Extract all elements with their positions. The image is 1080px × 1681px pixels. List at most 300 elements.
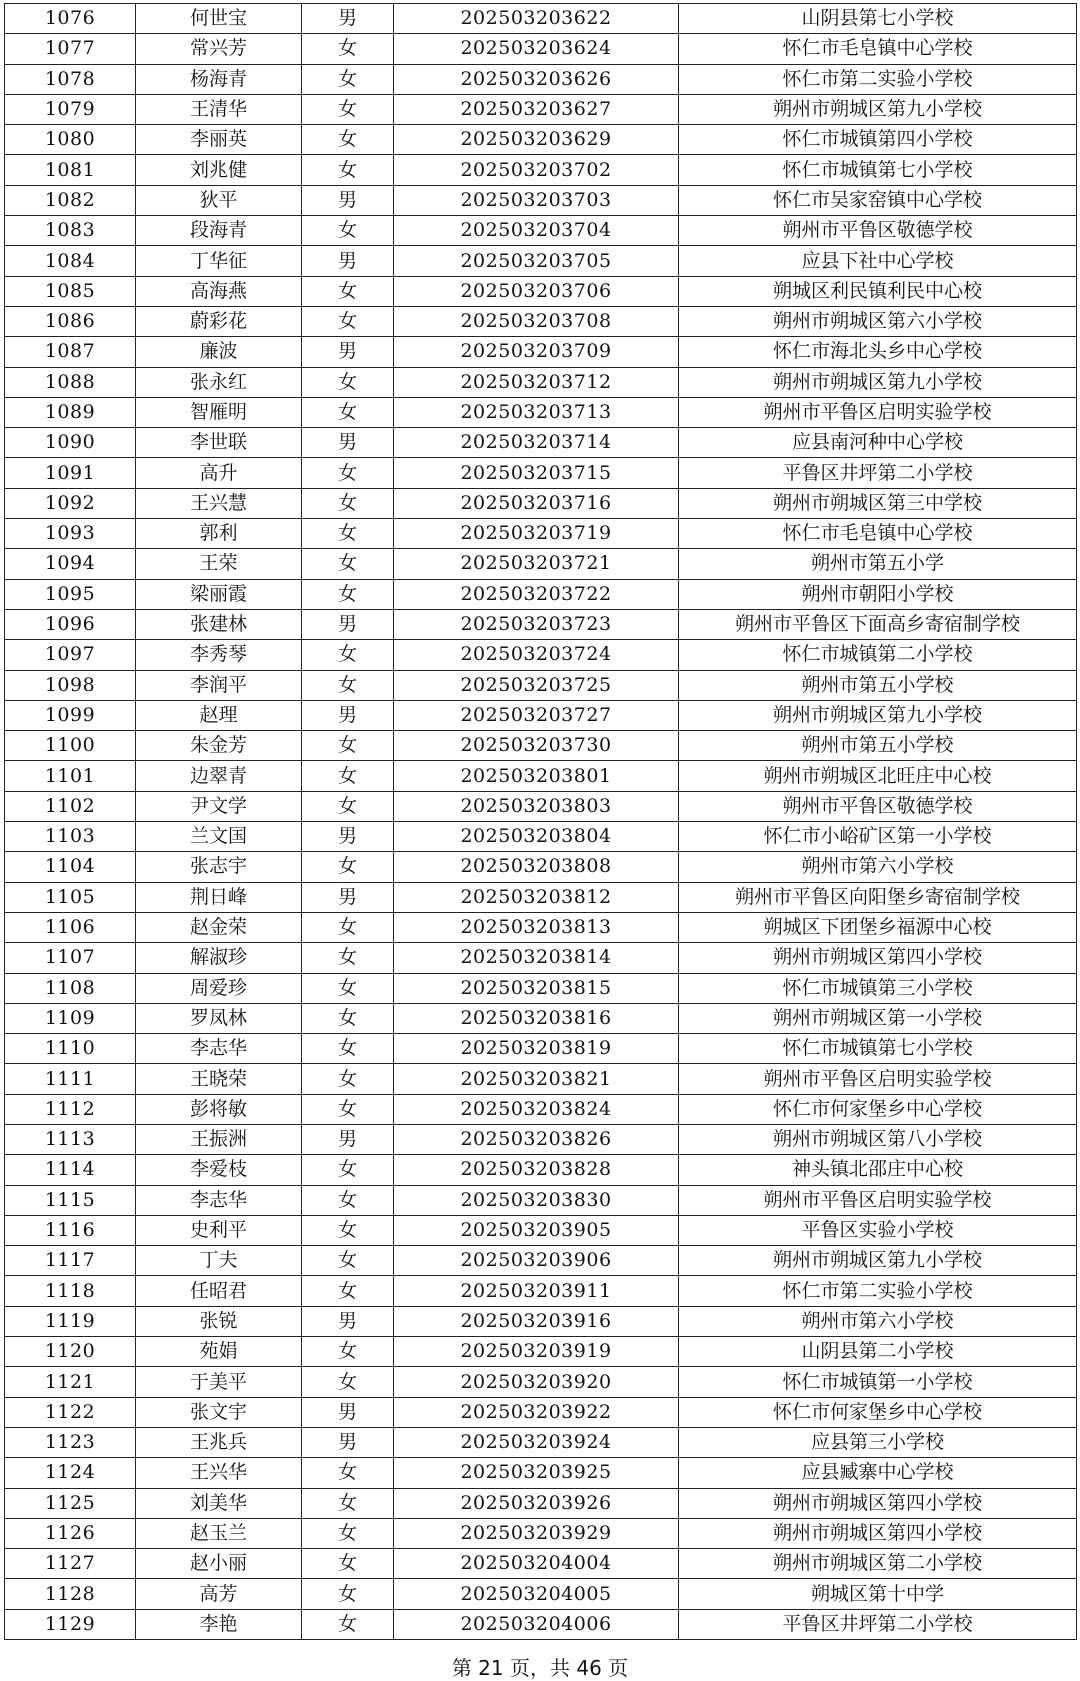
cell-school: 朔州市平鲁区启明实验学校 xyxy=(679,397,1077,427)
cell-number: 1124 xyxy=(5,1458,136,1488)
cell-number: 1116 xyxy=(5,1215,136,1245)
cell-name: 解淑珍 xyxy=(136,943,302,973)
table-row xyxy=(5,1185,1077,1215)
cell-exam-id: 202503203813 xyxy=(394,912,679,942)
cell-number: 1078 xyxy=(5,64,136,94)
roster-table-body xyxy=(5,4,1077,1640)
cell-name: 张永红 xyxy=(136,367,302,397)
cell-school: 应县第三小学校 xyxy=(679,1427,1077,1457)
cell-exam-id: 202503203812 xyxy=(394,882,679,912)
cell-gender: 女 xyxy=(302,64,394,94)
cell-number: 1093 xyxy=(5,519,136,549)
cell-exam-id: 202503203725 xyxy=(394,670,679,700)
table-row xyxy=(5,155,1077,185)
cell-school: 怀仁市毛皂镇中心学校 xyxy=(679,519,1077,549)
table-row xyxy=(5,1337,1077,1367)
cell-gender: 男 xyxy=(302,1306,394,1336)
cell-number: 1090 xyxy=(5,428,136,458)
cell-name: 王兆兵 xyxy=(136,1427,302,1457)
cell-name: 赵金荣 xyxy=(136,912,302,942)
cell-number: 1114 xyxy=(5,1155,136,1185)
cell-gender: 女 xyxy=(302,1276,394,1306)
table-row xyxy=(5,1094,1077,1124)
cell-number: 1091 xyxy=(5,458,136,488)
cell-gender: 女 xyxy=(302,731,394,761)
cell-name: 张建林 xyxy=(136,609,302,639)
cell-name: 丁华征 xyxy=(136,246,302,276)
cell-gender: 女 xyxy=(302,852,394,882)
table-row xyxy=(5,761,1077,791)
table-row xyxy=(5,1518,1077,1548)
table-row xyxy=(5,1488,1077,1518)
cell-gender: 男 xyxy=(302,822,394,852)
cell-exam-id: 202503203925 xyxy=(394,1458,679,1488)
cell-gender: 男 xyxy=(302,246,394,276)
cell-school: 朔州市平鲁区向阳堡乡寄宿制学校 xyxy=(679,882,1077,912)
cell-name: 张文宇 xyxy=(136,1397,302,1427)
cell-name: 王兴华 xyxy=(136,1458,302,1488)
cell-gender: 女 xyxy=(302,1246,394,1276)
cell-name: 王清华 xyxy=(136,94,302,124)
cell-number: 1122 xyxy=(5,1397,136,1427)
cell-number: 1109 xyxy=(5,1003,136,1033)
cell-number: 1119 xyxy=(5,1306,136,1336)
table-row xyxy=(5,64,1077,94)
roster-table-container xyxy=(4,3,1076,1640)
cell-school: 朔州市第六小学校 xyxy=(679,852,1077,882)
cell-number: 1097 xyxy=(5,640,136,670)
cell-name: 史利平 xyxy=(136,1215,302,1245)
cell-school: 朔州市平鲁区敬德学校 xyxy=(679,216,1077,246)
cell-exam-id: 202503203808 xyxy=(394,852,679,882)
cell-exam-id: 202503203629 xyxy=(394,125,679,155)
cell-number: 1126 xyxy=(5,1518,136,1548)
cell-name: 任昭君 xyxy=(136,1276,302,1306)
cell-number: 1080 xyxy=(5,125,136,155)
cell-school: 应县臧寨中心学校 xyxy=(679,1458,1077,1488)
cell-number: 1107 xyxy=(5,943,136,973)
cell-gender: 男 xyxy=(302,1124,394,1154)
table-row xyxy=(5,1064,1077,1094)
cell-school: 怀仁市城镇第三小学校 xyxy=(679,973,1077,1003)
cell-name: 王兴慧 xyxy=(136,488,302,518)
cell-name: 高海燕 xyxy=(136,276,302,306)
cell-exam-id: 202503203702 xyxy=(394,155,679,185)
cell-gender: 女 xyxy=(302,1609,394,1639)
cell-gender: 女 xyxy=(302,458,394,488)
table-row xyxy=(5,852,1077,882)
cell-school: 怀仁市城镇第七小学校 xyxy=(679,155,1077,185)
table-row xyxy=(5,125,1077,155)
cell-exam-id: 202503203824 xyxy=(394,1094,679,1124)
cell-exam-id: 202503203816 xyxy=(394,1003,679,1033)
cell-exam-id: 202503203905 xyxy=(394,1215,679,1245)
cell-name: 李志华 xyxy=(136,1034,302,1064)
cell-name: 李秀琴 xyxy=(136,640,302,670)
table-row xyxy=(5,1458,1077,1488)
cell-name: 荆日峰 xyxy=(136,882,302,912)
cell-gender: 女 xyxy=(302,1064,394,1094)
cell-exam-id: 202503203814 xyxy=(394,943,679,973)
cell-exam-id: 202503203920 xyxy=(394,1367,679,1397)
cell-exam-id: 202503203705 xyxy=(394,246,679,276)
cell-exam-id: 202503203721 xyxy=(394,549,679,579)
cell-school: 怀仁市城镇第一小学校 xyxy=(679,1367,1077,1397)
cell-exam-id: 202503203803 xyxy=(394,791,679,821)
cell-exam-id: 202503203804 xyxy=(394,822,679,852)
cell-exam-id: 202503203724 xyxy=(394,640,679,670)
cell-school: 朔州市第五小学校 xyxy=(679,670,1077,700)
cell-school: 朔州市朔城区第一小学校 xyxy=(679,1003,1077,1033)
cell-number: 1120 xyxy=(5,1337,136,1367)
table-row xyxy=(5,306,1077,336)
cell-exam-id: 202503204006 xyxy=(394,1609,679,1639)
cell-gender: 女 xyxy=(302,1549,394,1579)
cell-exam-id: 202503204005 xyxy=(394,1579,679,1609)
cell-exam-id: 202503203924 xyxy=(394,1427,679,1457)
table-row xyxy=(5,1124,1077,1154)
cell-school: 怀仁市城镇第七小学校 xyxy=(679,1034,1077,1064)
cell-gender: 女 xyxy=(302,397,394,427)
cell-number: 1087 xyxy=(5,337,136,367)
cell-number: 1092 xyxy=(5,488,136,518)
cell-school: 应县下社中心学校 xyxy=(679,246,1077,276)
cell-gender: 女 xyxy=(302,1034,394,1064)
cell-name: 李爱枝 xyxy=(136,1155,302,1185)
cell-number: 1106 xyxy=(5,912,136,942)
table-row xyxy=(5,670,1077,700)
page-number-footer: 第 21 页，共 46 页 xyxy=(451,1656,629,1680)
cell-name: 李艳 xyxy=(136,1609,302,1639)
cell-gender: 女 xyxy=(302,1518,394,1548)
cell-school: 朔州市平鲁区启明实验学校 xyxy=(679,1064,1077,1094)
cell-gender: 女 xyxy=(302,276,394,306)
cell-number: 1085 xyxy=(5,276,136,306)
cell-number: 1094 xyxy=(5,549,136,579)
cell-name: 高芳 xyxy=(136,1579,302,1609)
cell-name: 周爱珍 xyxy=(136,973,302,1003)
cell-school: 朔州市平鲁区敬德学校 xyxy=(679,791,1077,821)
cell-exam-id: 202503203719 xyxy=(394,519,679,549)
cell-exam-id: 202503203706 xyxy=(394,276,679,306)
cell-name: 何世宝 xyxy=(136,4,302,34)
cell-exam-id: 202503203716 xyxy=(394,488,679,518)
cell-school: 怀仁市吴家窑镇中心学校 xyxy=(679,185,1077,215)
cell-exam-id: 202503204004 xyxy=(394,1549,679,1579)
table-row xyxy=(5,458,1077,488)
table-row xyxy=(5,822,1077,852)
table-row xyxy=(5,609,1077,639)
cell-name: 廉波 xyxy=(136,337,302,367)
cell-school: 怀仁市城镇第二小学校 xyxy=(679,640,1077,670)
cell-number: 1123 xyxy=(5,1427,136,1457)
cell-name: 郭利 xyxy=(136,519,302,549)
cell-name: 尹文学 xyxy=(136,791,302,821)
cell-name: 罗凤林 xyxy=(136,1003,302,1033)
cell-gender: 女 xyxy=(302,791,394,821)
table-row xyxy=(5,1306,1077,1336)
cell-name: 杨海青 xyxy=(136,64,302,94)
cell-school: 怀仁市何家堡乡中心学校 xyxy=(679,1397,1077,1427)
cell-school: 山阴县第七小学校 xyxy=(679,4,1077,34)
table-row xyxy=(5,216,1077,246)
cell-gender: 男 xyxy=(302,609,394,639)
cell-name: 赵小丽 xyxy=(136,1549,302,1579)
table-row xyxy=(5,912,1077,942)
cell-number: 1102 xyxy=(5,791,136,821)
cell-school: 怀仁市第二实验小学校 xyxy=(679,64,1077,94)
cell-number: 1105 xyxy=(5,882,136,912)
table-row xyxy=(5,94,1077,124)
cell-exam-id: 202503203709 xyxy=(394,337,679,367)
cell-exam-id: 202503203922 xyxy=(394,1397,679,1427)
cell-exam-id: 202503203919 xyxy=(394,1337,679,1367)
cell-name: 苑娟 xyxy=(136,1337,302,1367)
cell-school: 朔州市朔城区第六小学校 xyxy=(679,306,1077,336)
cell-gender: 女 xyxy=(302,94,394,124)
cell-number: 1113 xyxy=(5,1124,136,1154)
table-row xyxy=(5,1367,1077,1397)
cell-exam-id: 202503203926 xyxy=(394,1488,679,1518)
table-row xyxy=(5,1609,1077,1639)
cell-school: 朔州市朔城区第三中学校 xyxy=(679,488,1077,518)
table-row xyxy=(5,731,1077,761)
table-row xyxy=(5,1397,1077,1427)
cell-gender: 女 xyxy=(302,34,394,64)
cell-number: 1129 xyxy=(5,1609,136,1639)
table-row xyxy=(5,34,1077,64)
cell-gender: 女 xyxy=(302,488,394,518)
cell-exam-id: 202503203624 xyxy=(394,34,679,64)
table-row xyxy=(5,1246,1077,1276)
cell-name: 段海青 xyxy=(136,216,302,246)
table-row xyxy=(5,640,1077,670)
cell-number: 1118 xyxy=(5,1276,136,1306)
cell-exam-id: 202503203801 xyxy=(394,761,679,791)
cell-gender: 男 xyxy=(302,185,394,215)
cell-gender: 女 xyxy=(302,1094,394,1124)
cell-exam-id: 202503203819 xyxy=(394,1034,679,1064)
cell-exam-id: 202503203906 xyxy=(394,1246,679,1276)
cell-exam-id: 202503203708 xyxy=(394,306,679,336)
cell-number: 1089 xyxy=(5,397,136,427)
cell-exam-id: 202503203723 xyxy=(394,609,679,639)
cell-name: 张锐 xyxy=(136,1306,302,1336)
cell-school: 怀仁市毛皂镇中心学校 xyxy=(679,34,1077,64)
cell-number: 1086 xyxy=(5,306,136,336)
cell-number: 1084 xyxy=(5,246,136,276)
cell-school: 平鲁区井坪第二小学校 xyxy=(679,1609,1077,1639)
cell-exam-id: 202503203730 xyxy=(394,731,679,761)
table-row xyxy=(5,1579,1077,1609)
cell-number: 1099 xyxy=(5,700,136,730)
table-row xyxy=(5,428,1077,458)
cell-number: 1115 xyxy=(5,1185,136,1215)
cell-gender: 女 xyxy=(302,1185,394,1215)
cell-number: 1098 xyxy=(5,670,136,700)
table-row xyxy=(5,549,1077,579)
cell-name: 彭将敏 xyxy=(136,1094,302,1124)
cell-gender: 女 xyxy=(302,670,394,700)
cell-number: 1125 xyxy=(5,1488,136,1518)
cell-name: 边翠青 xyxy=(136,761,302,791)
cell-school: 朔州市朝阳小学校 xyxy=(679,579,1077,609)
cell-number: 1095 xyxy=(5,579,136,609)
table-row xyxy=(5,943,1077,973)
table-row xyxy=(5,882,1077,912)
table-row xyxy=(5,1276,1077,1306)
table-row xyxy=(5,185,1077,215)
cell-gender: 女 xyxy=(302,519,394,549)
cell-name: 常兴芳 xyxy=(136,34,302,64)
cell-school: 怀仁市城镇第四小学校 xyxy=(679,125,1077,155)
cell-gender: 女 xyxy=(302,640,394,670)
cell-gender: 女 xyxy=(302,1458,394,1488)
cell-school: 朔州市朔城区第九小学校 xyxy=(679,367,1077,397)
cell-name: 赵理 xyxy=(136,700,302,730)
cell-gender: 男 xyxy=(302,4,394,34)
cell-exam-id: 202503203815 xyxy=(394,973,679,1003)
cell-exam-id: 202503203826 xyxy=(394,1124,679,1154)
cell-exam-id: 202503203821 xyxy=(394,1064,679,1094)
cell-number: 1108 xyxy=(5,973,136,1003)
cell-gender: 女 xyxy=(302,549,394,579)
cell-school: 朔州市朔城区第八小学校 xyxy=(679,1124,1077,1154)
cell-gender: 女 xyxy=(302,973,394,1003)
cell-gender: 女 xyxy=(302,1488,394,1518)
table-row xyxy=(5,1003,1077,1033)
cell-school: 朔州市朔城区北旺庄中心校 xyxy=(679,761,1077,791)
cell-exam-id: 202503203916 xyxy=(394,1306,679,1336)
cell-name: 李润平 xyxy=(136,670,302,700)
cell-school: 朔州市朔城区第九小学校 xyxy=(679,94,1077,124)
table-row xyxy=(5,1215,1077,1245)
cell-school: 怀仁市第二实验小学校 xyxy=(679,1276,1077,1306)
cell-exam-id: 202503203627 xyxy=(394,94,679,124)
cell-school: 朔州市平鲁区启明实验学校 xyxy=(679,1185,1077,1215)
cell-gender: 女 xyxy=(302,1215,394,1245)
cell-name: 高升 xyxy=(136,458,302,488)
cell-number: 1082 xyxy=(5,185,136,215)
cell-gender: 女 xyxy=(302,125,394,155)
cell-name: 蔚彩花 xyxy=(136,306,302,336)
cell-gender: 女 xyxy=(302,216,394,246)
cell-school: 朔城区下团堡乡福源中心校 xyxy=(679,912,1077,942)
cell-name: 王振洲 xyxy=(136,1124,302,1154)
cell-name: 朱金芳 xyxy=(136,731,302,761)
cell-number: 1101 xyxy=(5,761,136,791)
cell-number: 1083 xyxy=(5,216,136,246)
cell-gender: 女 xyxy=(302,1367,394,1397)
cell-school: 朔州市朔城区第九小学校 xyxy=(679,700,1077,730)
cell-school: 朔州市朔城区第四小学校 xyxy=(679,1488,1077,1518)
cell-name: 兰文国 xyxy=(136,822,302,852)
table-row xyxy=(5,367,1077,397)
cell-gender: 男 xyxy=(302,1427,394,1457)
cell-number: 1079 xyxy=(5,94,136,124)
cell-gender: 女 xyxy=(302,1003,394,1033)
cell-school: 怀仁市小峪矿区第一小学校 xyxy=(679,822,1077,852)
cell-school: 朔州市第五小学 xyxy=(679,549,1077,579)
table-row xyxy=(5,488,1077,518)
cell-school: 朔城区第十中学 xyxy=(679,1579,1077,1609)
cell-gender: 女 xyxy=(302,1337,394,1367)
cell-exam-id: 202503203727 xyxy=(394,700,679,730)
cell-name: 赵玉兰 xyxy=(136,1518,302,1548)
cell-number: 1128 xyxy=(5,1579,136,1609)
cell-number: 1096 xyxy=(5,609,136,639)
cell-gender: 女 xyxy=(302,1579,394,1609)
cell-gender: 男 xyxy=(302,882,394,912)
cell-number: 1110 xyxy=(5,1034,136,1064)
table-row xyxy=(5,519,1077,549)
cell-exam-id: 202503203626 xyxy=(394,64,679,94)
table-row xyxy=(5,397,1077,427)
cell-exam-id: 202503203714 xyxy=(394,428,679,458)
cell-name: 李志华 xyxy=(136,1185,302,1215)
cell-school: 怀仁市海北头乡中心学校 xyxy=(679,337,1077,367)
cell-name: 刘兆健 xyxy=(136,155,302,185)
table-row xyxy=(5,1155,1077,1185)
cell-exam-id: 202503203704 xyxy=(394,216,679,246)
table-row xyxy=(5,246,1077,276)
cell-gender: 男 xyxy=(302,428,394,458)
cell-exam-id: 202503203622 xyxy=(394,4,679,34)
cell-gender: 男 xyxy=(302,700,394,730)
table-row xyxy=(5,791,1077,821)
table-row xyxy=(5,579,1077,609)
table-row xyxy=(5,700,1077,730)
cell-school: 山阴县第二小学校 xyxy=(679,1337,1077,1367)
cell-number: 1081 xyxy=(5,155,136,185)
cell-exam-id: 202503203828 xyxy=(394,1155,679,1185)
cell-name: 李丽英 xyxy=(136,125,302,155)
cell-number: 1111 xyxy=(5,1064,136,1094)
cell-name: 张志宇 xyxy=(136,852,302,882)
cell-exam-id: 202503203703 xyxy=(394,185,679,215)
cell-gender: 女 xyxy=(302,579,394,609)
cell-gender: 男 xyxy=(302,1397,394,1427)
cell-school: 朔城区利民镇利民中心校 xyxy=(679,276,1077,306)
cell-school: 平鲁区井坪第二小学校 xyxy=(679,458,1077,488)
cell-exam-id: 202503203830 xyxy=(394,1185,679,1215)
cell-exam-id: 202503203911 xyxy=(394,1276,679,1306)
cell-number: 1127 xyxy=(5,1549,136,1579)
cell-name: 王晓荣 xyxy=(136,1064,302,1094)
cell-school: 朔州市第五小学校 xyxy=(679,731,1077,761)
table-row xyxy=(5,4,1077,34)
cell-school: 朔州市平鲁区下面高乡寄宿制学校 xyxy=(679,609,1077,639)
cell-gender: 女 xyxy=(302,155,394,185)
cell-number: 1088 xyxy=(5,367,136,397)
cell-gender: 女 xyxy=(302,367,394,397)
cell-school: 朔州市朔城区第四小学校 xyxy=(679,1518,1077,1548)
cell-name: 狄平 xyxy=(136,185,302,215)
cell-school: 平鲁区实验小学校 xyxy=(679,1215,1077,1245)
cell-exam-id: 202503203712 xyxy=(394,367,679,397)
cell-name: 李世联 xyxy=(136,428,302,458)
cell-exam-id: 202503203722 xyxy=(394,579,679,609)
cell-number: 1117 xyxy=(5,1246,136,1276)
cell-school: 朔州市朔城区第九小学校 xyxy=(679,1246,1077,1276)
cell-school: 朔州市朔城区第四小学校 xyxy=(679,943,1077,973)
cell-gender: 男 xyxy=(302,337,394,367)
cell-name: 智雁明 xyxy=(136,397,302,427)
cell-gender: 女 xyxy=(302,761,394,791)
cell-school: 怀仁市何家堡乡中心学校 xyxy=(679,1094,1077,1124)
cell-number: 1121 xyxy=(5,1367,136,1397)
table-row xyxy=(5,276,1077,306)
